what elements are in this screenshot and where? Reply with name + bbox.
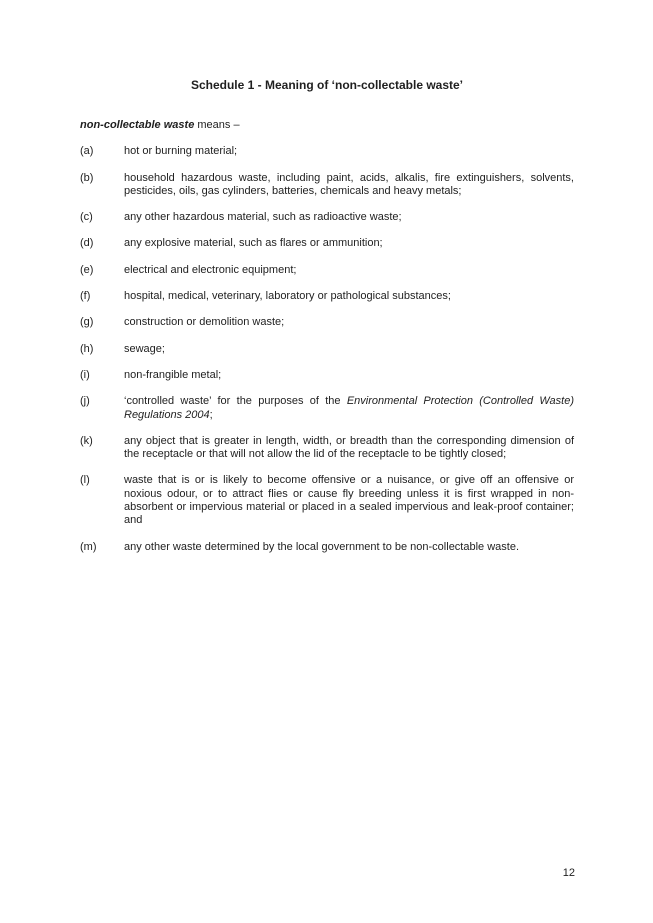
item-text-italic: Environmental Protection (Controlled Waste) Regulations 2004 <box>124 395 574 421</box>
item-text-part: any explosive material, such as flares or ammunition; <box>124 237 383 250</box>
item-label: (a) <box>80 145 94 158</box>
definition-intro <box>80 119 574 132</box>
item-text-part: household hazardous waste, including paint, acids, alkalis, fire extinguishers, solvents, pesticides, oils, gas cylinders, batteries, chemicals and heavy metals; <box>124 171 574 197</box>
item-label: (k) <box>80 434 93 447</box>
item-text-part: waste that is or is likely to become offensive or a nuisance, or give off an offensive or noxious odour, or to attract flies or cause fly breeding unless it is first wrapped in non-absorbent or impervious material or placed in a sealed impervious and leak-proof container; and <box>124 474 574 527</box>
item-text-part: ; <box>209 408 213 421</box>
item-label: (f) <box>80 290 91 303</box>
item-text-part: ‘controlled waste’ for the purposes of the <box>124 395 347 408</box>
item-label: (c) <box>80 211 93 224</box>
definition-item <box>80 369 574 382</box>
definition-item <box>80 435 574 462</box>
definition-item <box>80 395 574 422</box>
item-text-part: any object that is greater in length, width, or breadth than the corresponding dimension of the receptacle or that will not allow the lid of the receptacle to be tightly closed; <box>124 434 574 461</box>
item-label: (m) <box>80 540 97 553</box>
item-label: (l) <box>80 474 90 487</box>
item-text <box>124 264 296 276</box>
item-text <box>124 290 451 302</box>
item-text <box>124 145 237 157</box>
definition-item <box>80 145 574 158</box>
item-text-part: hospital, medical, veterinary, laboratory or pathological substances; <box>124 290 451 303</box>
item-label: (b) <box>80 171 94 184</box>
item-text <box>124 211 402 223</box>
item-text-part: construction or demolition waste; <box>124 316 285 329</box>
item-label: (j) <box>80 395 90 408</box>
page-number: 12 <box>562 867 575 879</box>
item-text <box>124 316 284 328</box>
definition-item <box>80 343 574 356</box>
item-text <box>124 474 574 526</box>
page-title: Schedule 1 - Meaning of ‘non-collectable waste’ <box>190 78 464 92</box>
item-text-part: hot or burning material; <box>124 145 238 158</box>
definition-item <box>80 316 574 329</box>
intro-rest: means – <box>194 119 240 131</box>
item-label: (i) <box>80 368 90 381</box>
item-text-part: any other hazardous material, such as radioactive waste; <box>124 211 402 224</box>
item-text <box>124 172 574 197</box>
item-text <box>124 395 574 420</box>
item-text <box>124 369 221 381</box>
definition-item <box>80 264 574 277</box>
item-text-part: any other waste determined by the local government to be non-collectable waste. <box>124 540 520 553</box>
definition-item <box>80 211 574 224</box>
item-text <box>124 237 383 249</box>
item-label: (e) <box>80 263 94 276</box>
item-label: (d) <box>80 237 94 250</box>
definition-list <box>80 145 574 554</box>
item-text <box>124 541 519 553</box>
item-label: (g) <box>80 316 94 329</box>
defined-term: non-collectable waste <box>80 119 195 131</box>
definition-item <box>80 290 574 303</box>
item-text-part: non-frangible metal; <box>124 368 222 381</box>
item-text-part: electrical and electronic equipment; <box>124 263 297 276</box>
definition-item <box>80 172 574 199</box>
item-text-part: sewage; <box>124 342 165 355</box>
item-text <box>124 343 165 355</box>
item-text <box>124 435 574 460</box>
definition-item <box>80 474 574 527</box>
item-label: (h) <box>80 342 94 355</box>
definition-item <box>80 237 574 250</box>
definition-item <box>80 541 574 554</box>
